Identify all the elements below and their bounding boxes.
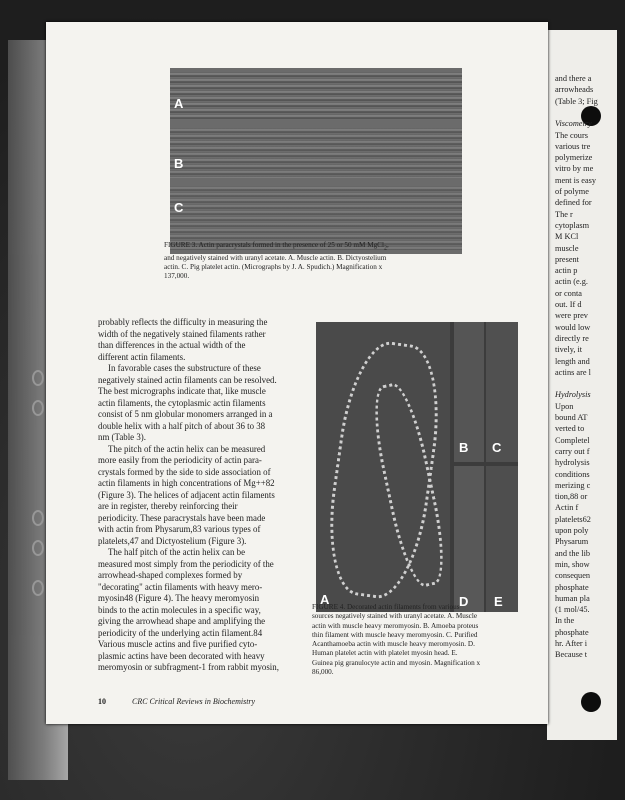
next-page-line: platelets62: [555, 514, 591, 524]
body-line: meromyosin or subfragment-1 from rabbit myosin,: [98, 662, 279, 672]
caption-subscript: 2: [383, 245, 387, 252]
next-page-line: bound AT: [555, 413, 588, 422]
body-line: different actin filaments.: [98, 351, 186, 362]
caption-line: Human platelet actin with platelet myosin head. E.: [312, 649, 458, 658]
body-line: binds to the actin molecules in a specific way,: [98, 604, 261, 615]
binder-ring: [32, 580, 44, 596]
next-page-line: ment is easy: [555, 175, 597, 185]
body-line: probably reflects the difficulty in measuring the: [98, 317, 268, 327]
next-page-line: Physarum: [555, 537, 589, 547]
caption-line: FIGURE 4. Decorated actin filaments from various: [312, 603, 460, 611]
next-page-line: arrowheads: [555, 85, 594, 95]
binder-ring: [32, 540, 44, 556]
caption-line: Acanthamoeba actin with muscle heavy meromyosin. D.: [312, 640, 475, 649]
body-line: actin filaments in high concentrations of Mg++82: [98, 478, 275, 488]
next-page-line: (Table 3; Fig: [555, 96, 598, 106]
figure-4-micrograph: [316, 322, 518, 612]
next-page-line: Upon: [555, 401, 574, 411]
caption-line: FIGURE 3. Actin paracrystals formed in the presence of 25 or 50 mM MgCl: [164, 241, 384, 249]
next-page-line: The r: [555, 209, 573, 219]
body-line: more easily from the periodicity of actin para-: [98, 455, 262, 465]
caption-line: sources negatively stained with uranyl acetate. A. Muscle: [312, 612, 478, 621]
paracrystal-a: [170, 72, 462, 120]
body-line: consist of 5 nm globular monomers arranged in a: [98, 409, 273, 419]
next-page-line: upon poly: [555, 526, 589, 535]
paracrystal-b: [170, 128, 462, 178]
caption-line: actin with muscle heavy meromyosin. B. Amoeba proteus: [312, 621, 479, 630]
body-line: platelets,47 and Dictyostelium (Figure 3).: [98, 535, 247, 546]
body-line: are in register, thereby reinforcing their: [98, 501, 238, 511]
next-page-line: vitro by me: [555, 164, 594, 174]
next-page-line: muscle: [555, 243, 579, 253]
next-page-line: present: [555, 254, 579, 264]
body-line: The best micrographs indicate that, like muscle: [98, 386, 266, 396]
page-footer: [98, 697, 255, 706]
next-page-line: (1 mol/45.: [555, 605, 590, 615]
caption-line: Guinea pig granulocyte actin and myosin. Magnification x: [312, 658, 481, 667]
caption-line: actin. C. Pig platelet actin. (Micrographs by J. A. Spudich.) Magnification x: [164, 263, 383, 272]
panel-label: C: [492, 440, 502, 455]
next-page-line: phosphate: [555, 582, 589, 592]
panel-label: A: [174, 96, 184, 111]
caption-line: 137,000.: [164, 272, 190, 281]
next-page-line: carry out f: [555, 446, 590, 456]
next-page-line: and the lib: [555, 548, 591, 558]
body-line: with actin from Physarum,83 various types of: [98, 524, 261, 534]
next-page-line: tion,88 or: [555, 492, 588, 502]
journal-title: CRC Critical Reviews in Biochemistry: [132, 697, 256, 706]
next-page-line: merizing c: [555, 480, 591, 490]
next-page-line: polymerize: [555, 153, 593, 163]
next-page-line: hr. After i: [555, 639, 588, 648]
body-line: giving the arrowhead shape and amplifying the: [98, 616, 266, 626]
panel-c-field: [486, 322, 518, 462]
panel-e-field: [486, 466, 518, 612]
next-page-line: cytoplasm: [555, 220, 590, 230]
figure-3-micrograph: [170, 68, 462, 254]
binder-ring: [32, 370, 44, 386]
body-line: The pitch of the actin helix can be measured: [108, 443, 266, 454]
next-page-line: or conta: [555, 288, 582, 298]
body-line: nm (Table 3).: [98, 432, 146, 442]
body-line: negatively stained actin filaments can be resolved.: [98, 374, 277, 385]
next-page-line: Hydrolysis: [555, 390, 591, 400]
panel-label: C: [174, 200, 184, 215]
next-page-line: various tre: [555, 141, 591, 151]
next-page-line: consequen: [555, 571, 591, 581]
body-line: double helix with a half pitch of about 36 to 38: [98, 420, 266, 431]
binder-ring: [32, 510, 44, 526]
next-page-line: defined for: [555, 198, 592, 208]
next-page-line: In the: [555, 616, 575, 626]
body-line: In favorable cases the substructure of these: [108, 363, 261, 373]
next-page-line: out. If d: [555, 300, 582, 309]
next-page-line: actin (e.g.: [555, 277, 588, 287]
next-page-line: would low: [555, 322, 591, 332]
body-line: periodicity. These paracrystals have been made: [98, 512, 266, 523]
body-line: actin filaments, the cytoplasmic actin filaments: [98, 397, 266, 408]
next-page-line: conditions: [555, 469, 590, 479]
body-line: than differences in the actual width of the: [98, 340, 246, 350]
next-page-line: phosphate: [555, 627, 589, 637]
body-line: myosin48 (Figure 4). The heavy meromyosin: [98, 593, 260, 603]
body-text-column: [98, 317, 296, 674]
punch-hole: [581, 692, 601, 712]
next-page-line: Completel: [555, 435, 590, 445]
next-page-line: min, show: [555, 559, 590, 569]
figure-3-caption: FIGURE 3. Actin paracrystals formed in the presence of 25 or 50 mM MgCl$_2$, and negatively stained with uranyl acetate. A. Muscle actin. B. Dictyostelium actin. C. Pig platelet actin. (Micrographs by J. A. Spudich.) Magnification x 137,000.: [164, 241, 494, 282]
body-line: periodicity of the underlying actin filament.84: [98, 627, 263, 638]
caption-line: and negatively stained with uranyl acetate. A. Muscle actin. B. Dictyostelium: [164, 253, 387, 262]
next-page-line: The cours: [555, 130, 588, 140]
panel-label: E: [494, 594, 503, 609]
body-line: The half pitch of the actin helix can be: [108, 547, 246, 557]
figure-4-caption: [312, 603, 527, 677]
next-page-line: and there a: [555, 74, 592, 83]
binder-ring: [32, 400, 44, 416]
next-page-line: were prev: [555, 311, 588, 321]
caption-line: thin filament with muscle heavy meromyosin. C. Purified: [312, 630, 478, 639]
body-line: plasmic actins have been decorated with heavy: [98, 650, 265, 661]
next-page-line: Actin f: [555, 503, 579, 513]
body-line: (Figure 3). The helices of adjacent actin filaments: [98, 489, 275, 500]
body-line: arrowhead-shaped complexes formed by: [98, 570, 243, 580]
next-page-line: directly re: [555, 333, 589, 343]
next-page-line: actin p: [555, 266, 578, 276]
panel-label: B: [459, 440, 469, 455]
caption-line: 86,000.: [312, 668, 334, 677]
next-page-line: Because t: [555, 650, 588, 660]
next-page-edge: [547, 30, 617, 740]
body-line: "decorating" actin filaments with heavy mero-: [98, 581, 263, 592]
next-page-line: human pla: [555, 593, 590, 603]
body-line: crystals formed by the side to side association of: [98, 466, 271, 477]
next-page-line: hydrolysis: [555, 458, 590, 468]
next-page-line: verted to: [555, 424, 585, 434]
next-page-line: M KCl: [555, 232, 579, 242]
body-line: width of the negatively stained filaments rather: [98, 328, 266, 339]
next-page-line: Viscometry: [555, 119, 592, 129]
next-page-line: length and: [555, 356, 590, 366]
next-page-line: tively, it: [555, 345, 583, 355]
body-line: measured most simply from the periodicity of the: [98, 558, 274, 569]
page-number: 10: [98, 697, 106, 706]
panel-label: D: [459, 594, 469, 609]
panel-label: B: [174, 156, 184, 171]
next-page-line: actins are l: [555, 367, 591, 377]
body-line: Various muscle actins and five purified cyto-: [98, 639, 258, 649]
panel-label: A: [320, 592, 330, 607]
panel-d-field: [454, 466, 484, 612]
next-page-line: of polyme: [555, 187, 589, 196]
